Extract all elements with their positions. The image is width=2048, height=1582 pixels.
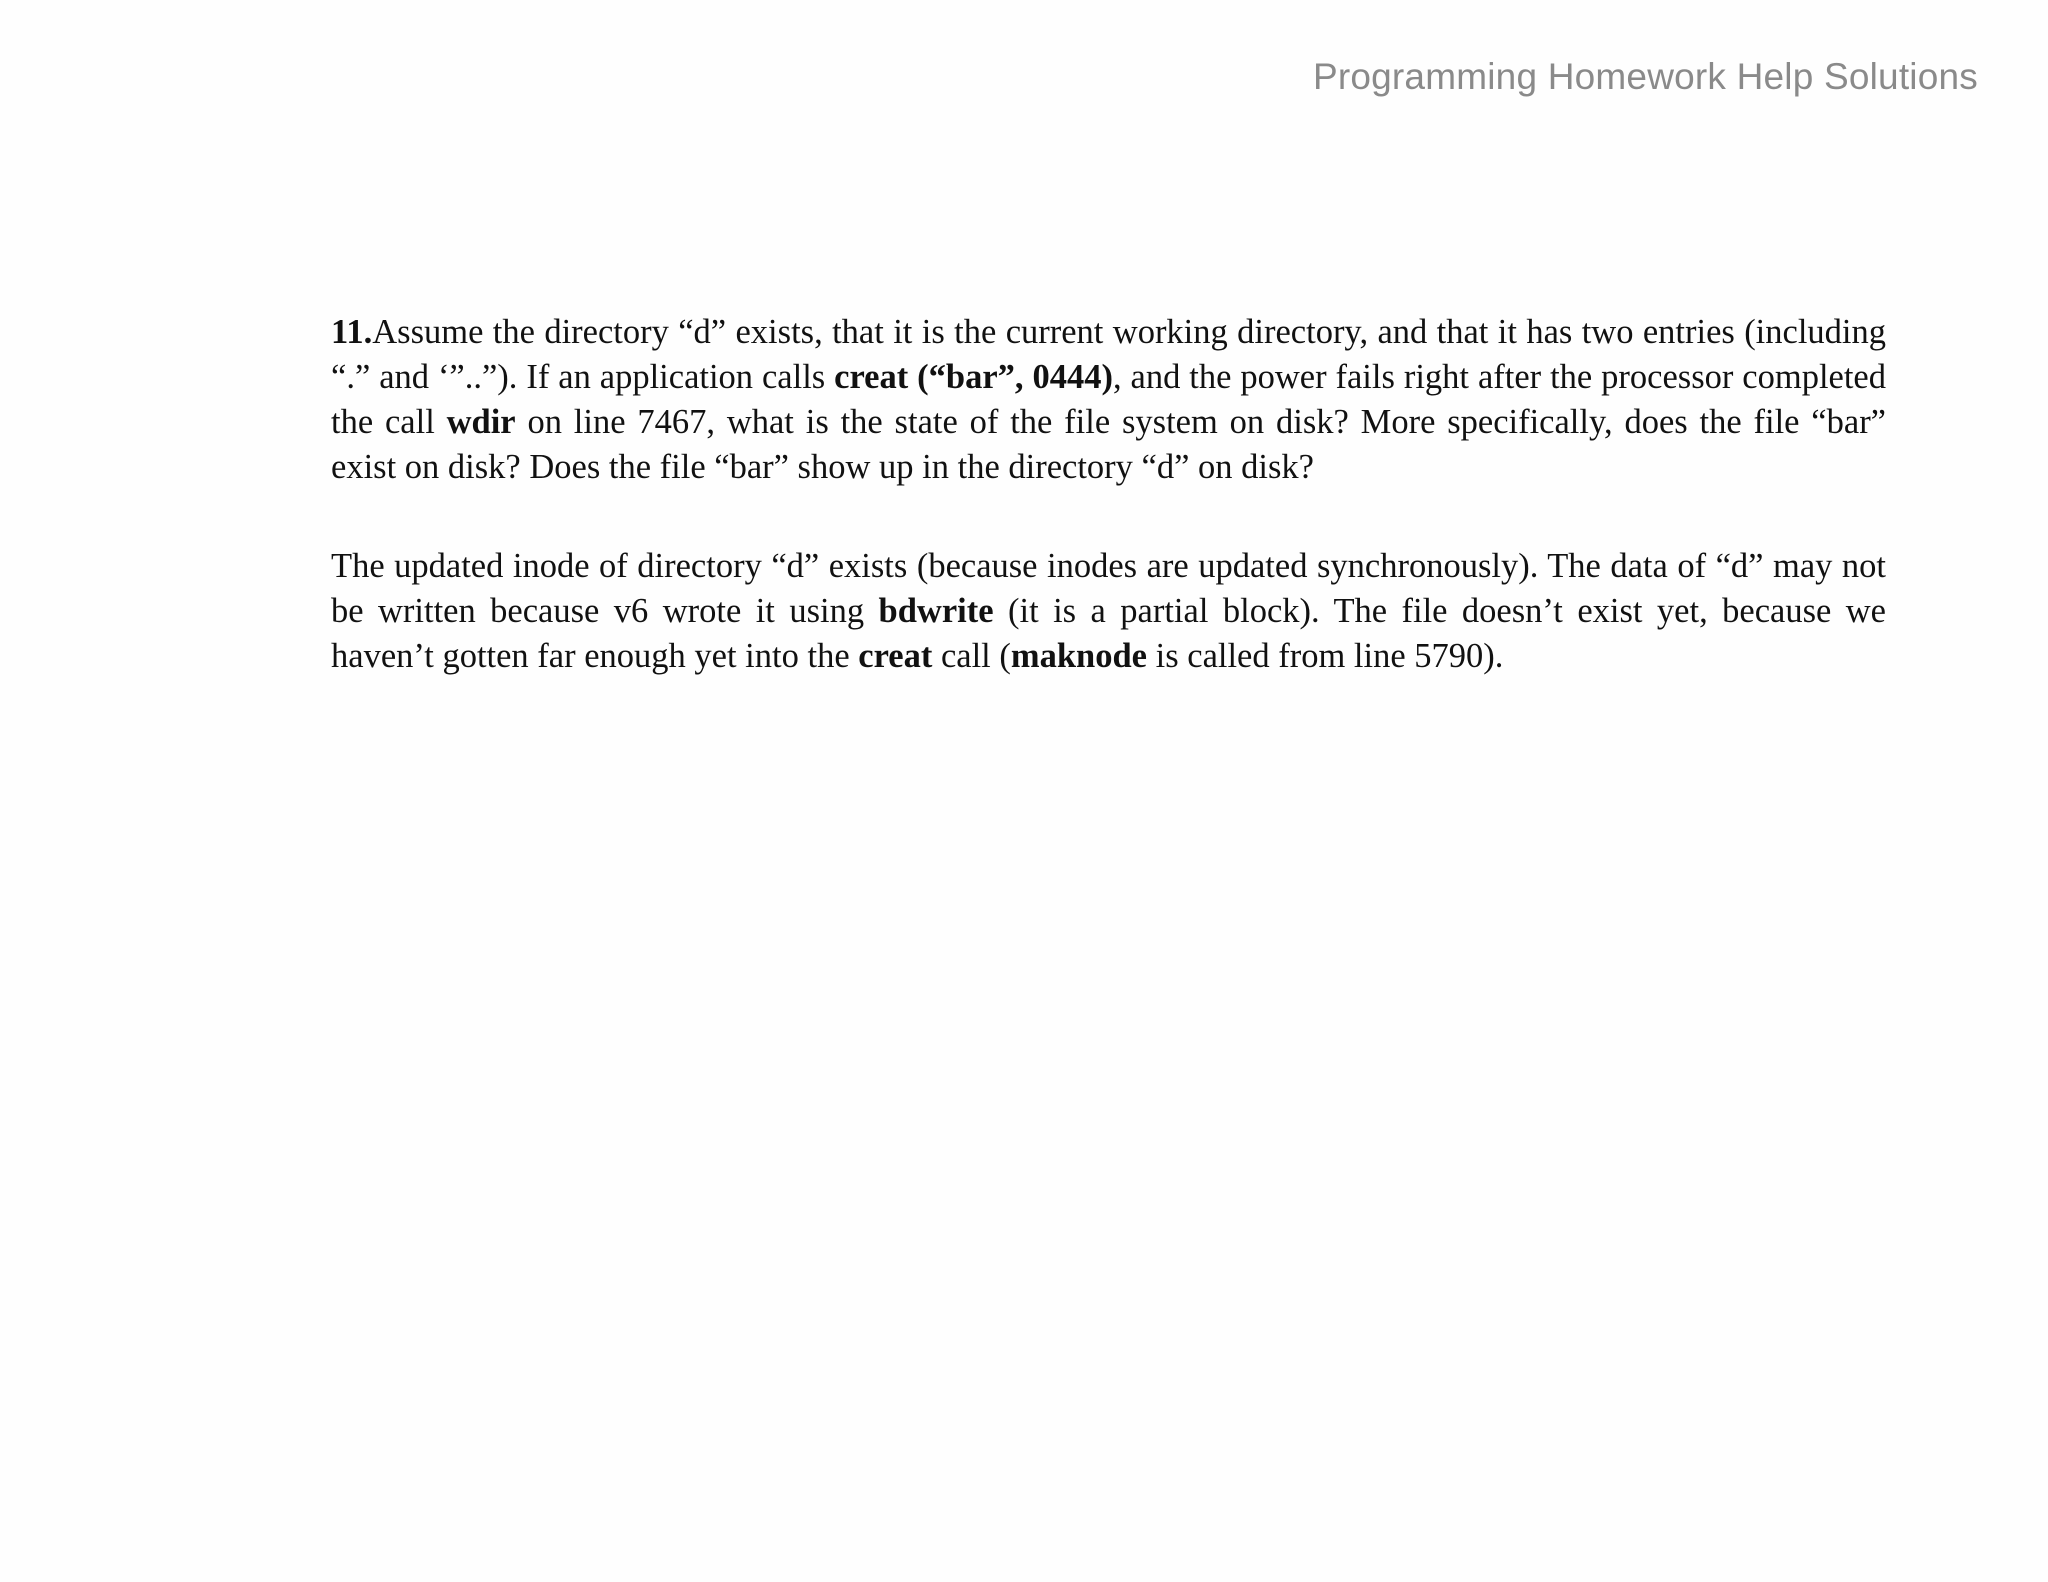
answer-code-bdwrite: bdwrite xyxy=(878,592,994,630)
answer-text-4: is called from line 5790). xyxy=(1147,637,1504,675)
answer-text-1: The updated inode of directory “d” exists (because inodes are updated synchronously). The data of “d” may not be written because v6 wrote it using xyxy=(331,547,1886,630)
answer-code-creat: creat xyxy=(858,637,933,675)
document-body xyxy=(331,310,1886,679)
question-text-3: on line 7467, what is the state of the file system on disk? More specifically, does the file “bar” exist on disk? Does the file “bar” show up in the directory “d” on disk? xyxy=(331,403,1886,486)
answer-text-3: call ( xyxy=(932,637,1011,675)
question-code-creat: creat (“bar”, 0444) xyxy=(834,358,1113,396)
question-text-1: Assume the directory “d” exists, that it is the current working directory, and that it has two entries (including “.” and ‘”..”). If an application calls xyxy=(331,313,1886,396)
answer-code-maknode: maknode xyxy=(1010,637,1147,675)
question-code-wdir: wdir xyxy=(446,403,516,441)
answer-paragraph xyxy=(331,544,1886,679)
answer-text-2: (it is a partial block). The file doesn’t exist yet, because we haven’t gotten far enough yet into the xyxy=(331,592,1886,675)
question-paragraph xyxy=(331,310,1886,490)
page-header: Programming Homework Help Solutions xyxy=(1312,56,1978,97)
question-number: 11. xyxy=(331,313,373,351)
question-text-2: , and the power fails right after the processor completed the call xyxy=(331,358,1886,441)
